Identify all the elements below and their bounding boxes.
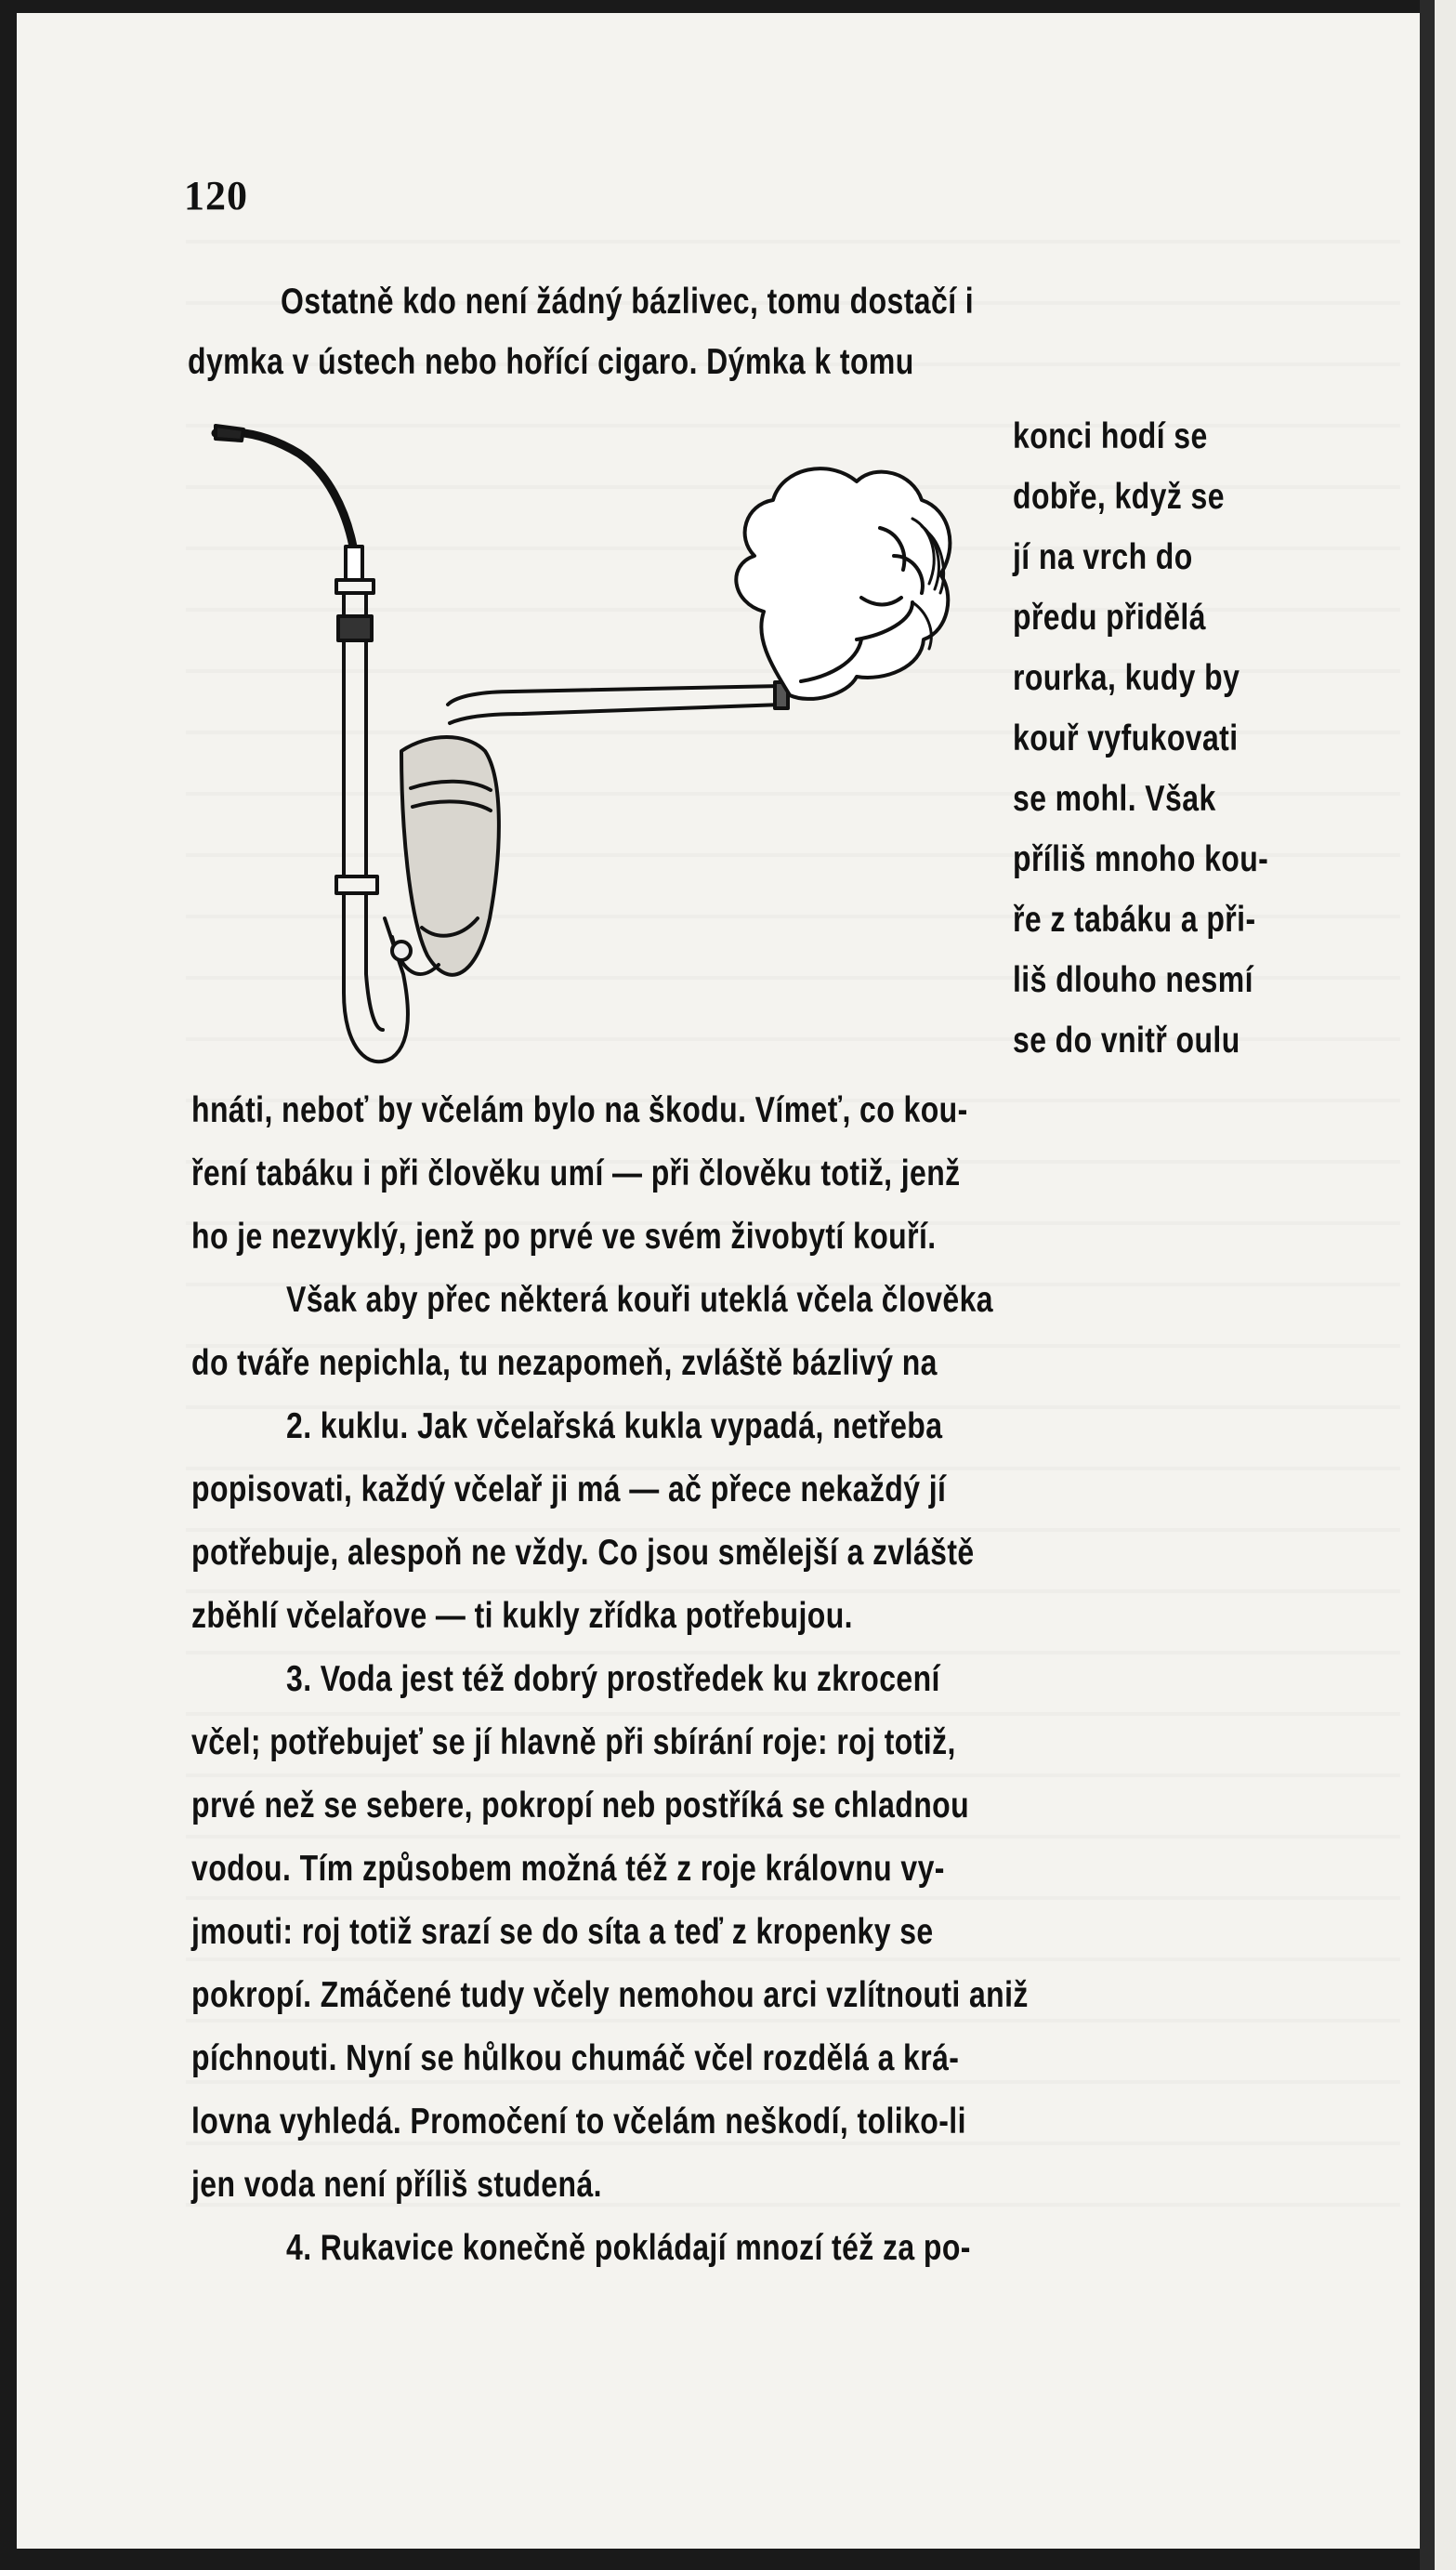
text-line: ře z tabáku a při- (1013, 900, 1256, 940)
text-line: 2. kuklu. Jak včelařská kukla vypadá, netřeba (286, 1406, 943, 1446)
text-line: včel; potřebujeť se jí hlavně při sbírání roje: roj totiž, (191, 1722, 956, 1762)
text-line: do tváře nepichla, tu nezapomeň, zvláště bázlivý na (191, 1343, 938, 1383)
text-line: popisovati, každý včelař ji má — ač přece nekaždý jí (191, 1470, 947, 1509)
text-line: dobře, když se (1013, 477, 1225, 517)
page-gutter-shadow (1420, 0, 1435, 2570)
text-line: rourka, kudy by (1013, 658, 1240, 698)
text-line: vodou. Tím způsobem možná též z roje královnu vy- (191, 1849, 945, 1889)
text-line: ho je nezvyklý, jenž po prvé ve svém živobytí kouří. (191, 1217, 937, 1257)
text-line: prvé než se sebere, pokropí neb postříká se chladnou (191, 1786, 970, 1825)
text-line: potřebuje, alespoň ne vždy. Co jsou smělejší a zvláště (191, 1533, 975, 1573)
text-line: liš dlouho nesmí (1013, 960, 1253, 1000)
text-line: dymka v ústech nebo hořící cigaro. Dýmka k tomu (188, 342, 914, 382)
text-line: předu přidělá (1013, 598, 1206, 638)
text-line: kouř vyfukovati (1013, 718, 1239, 758)
tobacco-pipe-illustration (206, 416, 996, 1086)
text-line: příliš mnoho kou- (1013, 839, 1269, 879)
text-line: ření tabáku i při človĕku umí — při člověku totiž, jenž (191, 1153, 961, 1193)
text-line: se do vnitř oulu (1013, 1021, 1240, 1061)
text-line: Ostatně kdo není žádný bázlivec, tomu dostačí i (281, 282, 975, 322)
text-line: 4. Rukavice konečně pokládají mnozí též za po- (286, 2228, 971, 2268)
text-line: hnáti, neboť by včelám bylo na škodu. Vímeť, co kou- (191, 1090, 968, 1130)
text-line: lovna vyhledá. Promočení to včelám neškodí, toliko-li (191, 2102, 966, 2142)
page-number: 120 (184, 173, 248, 218)
text-line: Však aby přec některá kouři uteklá včela člověka (286, 1280, 993, 1320)
text-line: zběhlí včelařove — ti kukly zřídka potřebujou. (191, 1596, 853, 1636)
text-line: jen voda není příliš studená. (191, 2165, 602, 2205)
text-line: se mohl. Však (1013, 779, 1216, 819)
text-line: jí na vrch do (1013, 537, 1193, 577)
text-line: konci hodí se (1013, 416, 1208, 456)
text-line: pokropí. Zmáčené tudy včely nemohou arci vzlítnouti aniž (191, 1975, 1029, 2015)
text-line: píchnouti. Nyní se hůlkou chumáč včel rozdělá a krá- (191, 2038, 960, 2078)
adjacent-page-edge (1435, 0, 1456, 2570)
text-line: 3. Voda jest též dobrý prostředek ku zkrocení (286, 1659, 940, 1699)
text-line: jmouti: roj totiž srazí se do síta a teď z kropenky se (191, 1912, 934, 1952)
